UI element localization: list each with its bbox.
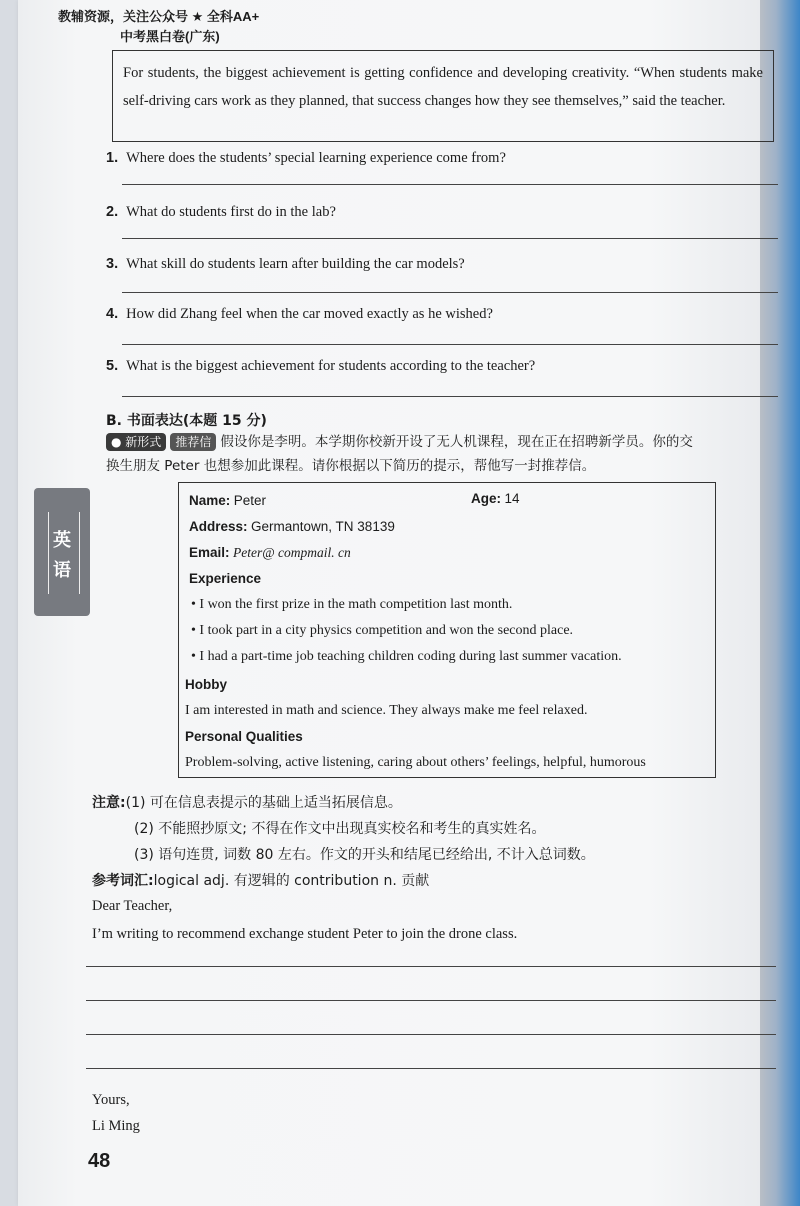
age-value: 14 — [504, 491, 520, 506]
experience-item: • I won the first prize in the math competition last month. — [191, 597, 513, 612]
hobby-value: I am interested in math and science. They always make me feel relaxed. — [185, 703, 588, 718]
qualities-label: Personal Qualities — [185, 729, 303, 744]
note-label: 注意: — [92, 795, 126, 811]
question-1 — [106, 150, 776, 167]
note-text: (1) 可在信息表提示的基础上适当拓展信息。 — [125, 795, 402, 811]
question-text: What is the biggest achievement for students according to the teacher? — [126, 358, 536, 374]
email-label: Email: — [189, 545, 230, 560]
series-title: 中考黑白卷(广东) — [120, 29, 220, 44]
passage-box — [112, 50, 774, 142]
question-5 — [106, 358, 776, 375]
question-number: 2. — [106, 204, 119, 220]
resume-age — [471, 491, 520, 508]
experience-item: • I had a part-time job teaching children coding during last summer vacation. — [191, 649, 622, 664]
letter-closing: Yours, — [92, 1092, 130, 1108]
question-text: What do students first do in the lab? — [126, 204, 336, 220]
section-b-score: (本题 15 分) — [182, 413, 267, 429]
book-edge — [760, 0, 800, 1206]
vocab-label: 参考词汇: — [92, 873, 154, 889]
tag-label: 新形式 — [125, 435, 162, 449]
hobby-label: Hobby — [185, 677, 227, 692]
email-value: Peter@ compmail. cn — [233, 545, 351, 560]
resume-email — [189, 545, 351, 562]
question-text: What skill do students learn after building the car models? — [126, 256, 465, 272]
writing-line[interactable] — [86, 1068, 776, 1069]
name-label: Name: — [189, 493, 231, 508]
experience-label: Experience — [189, 571, 262, 586]
section-b-heading — [106, 410, 267, 430]
passage-text: For students, the biggest achievement is getting confidence and developing creativity. “When students make self-driving cars work as they planned, that success changes how they see themselves,” said the teacher. — [123, 65, 763, 109]
vocab-line — [92, 870, 429, 890]
experience-text: I took part in a city physics competition and won the second place. — [199, 623, 574, 638]
letter-type-tag: 推荐信 — [170, 433, 216, 451]
experience-text: I had a part-time job teaching children coding during last summer vacation. — [199, 649, 622, 664]
new-format-tag: ● 新形式 — [106, 433, 166, 451]
resume-address — [189, 519, 395, 536]
answer-line-2[interactable] — [122, 238, 778, 239]
resume-name — [189, 493, 266, 510]
address-value: Germantown, TN 38139 — [251, 519, 395, 534]
section-b-title: B. 书面表达 — [106, 413, 183, 429]
question-2 — [106, 204, 776, 221]
letter-signature: Li Ming — [92, 1118, 140, 1134]
experience-item: • I took part in a city physics competition and won the second place. — [191, 623, 574, 638]
watermark-text: 教辅资源，关注公众号 ★ 全科AA+ — [58, 9, 260, 24]
subject-side-tab — [34, 488, 90, 616]
answer-line-5[interactable] — [122, 396, 778, 397]
address-label: Address: — [189, 519, 248, 534]
question-number: 4. — [106, 306, 119, 322]
qualities-value: Problem-solving, active listening, caring about others’ feelings, helpful, humorous — [185, 755, 646, 770]
resume-box — [178, 482, 716, 778]
note-1 — [92, 792, 402, 812]
note-2: (2) 不能照抄原文; 不得在作文中出现真实校名和考生的真实姓名。 — [134, 821, 546, 837]
writing-line[interactable] — [86, 1000, 776, 1001]
experience-text: I won the first prize in the math competition last month. — [199, 597, 513, 612]
question-text: How did Zhang feel when the car moved exactly as he wished? — [126, 306, 493, 322]
writing-line[interactable] — [86, 966, 776, 967]
writing-prompt — [106, 430, 786, 478]
side-tab-char-1: 英 — [53, 530, 71, 551]
question-4 — [106, 306, 776, 323]
name-value: Peter — [233, 493, 267, 508]
answer-line-1[interactable] — [122, 184, 778, 185]
age-label: Age: — [471, 491, 501, 506]
letter-greeting: Dear Teacher, — [92, 898, 173, 914]
vocab-text: logical adj. 有逻辑的 contribution n. 贡献 — [153, 873, 430, 889]
answer-line-3[interactable] — [122, 292, 778, 293]
answer-line-4[interactable] — [122, 344, 778, 345]
writing-line[interactable] — [86, 1034, 776, 1035]
letter-opening: I’m writing to recommend exchange student Peter to join the drone class. — [92, 926, 518, 942]
question-number: 3. — [106, 256, 119, 272]
prompt-line-2: 换生朋友 Peter 也想参加此课程。请你根据以下简历的提示，帮他写一封推荐信。 — [106, 458, 596, 474]
question-number: 1. — [106, 150, 119, 166]
note-3: (3) 语句连贯, 词数 80 左右。作文的开头和结尾已经给出, 不计入总词数。 — [134, 847, 595, 863]
question-3 — [106, 256, 776, 273]
question-text: Where does the students’ special learning experience come from? — [126, 150, 506, 166]
prompt-line-1: 假设你是李明。本学期你校新开设了无人机课程，现在正在招聘新学员。你的交 — [220, 434, 693, 450]
question-number: 5. — [106, 358, 119, 374]
side-tab-char-2: 语 — [53, 560, 71, 581]
page-number: 48 — [88, 1150, 111, 1172]
